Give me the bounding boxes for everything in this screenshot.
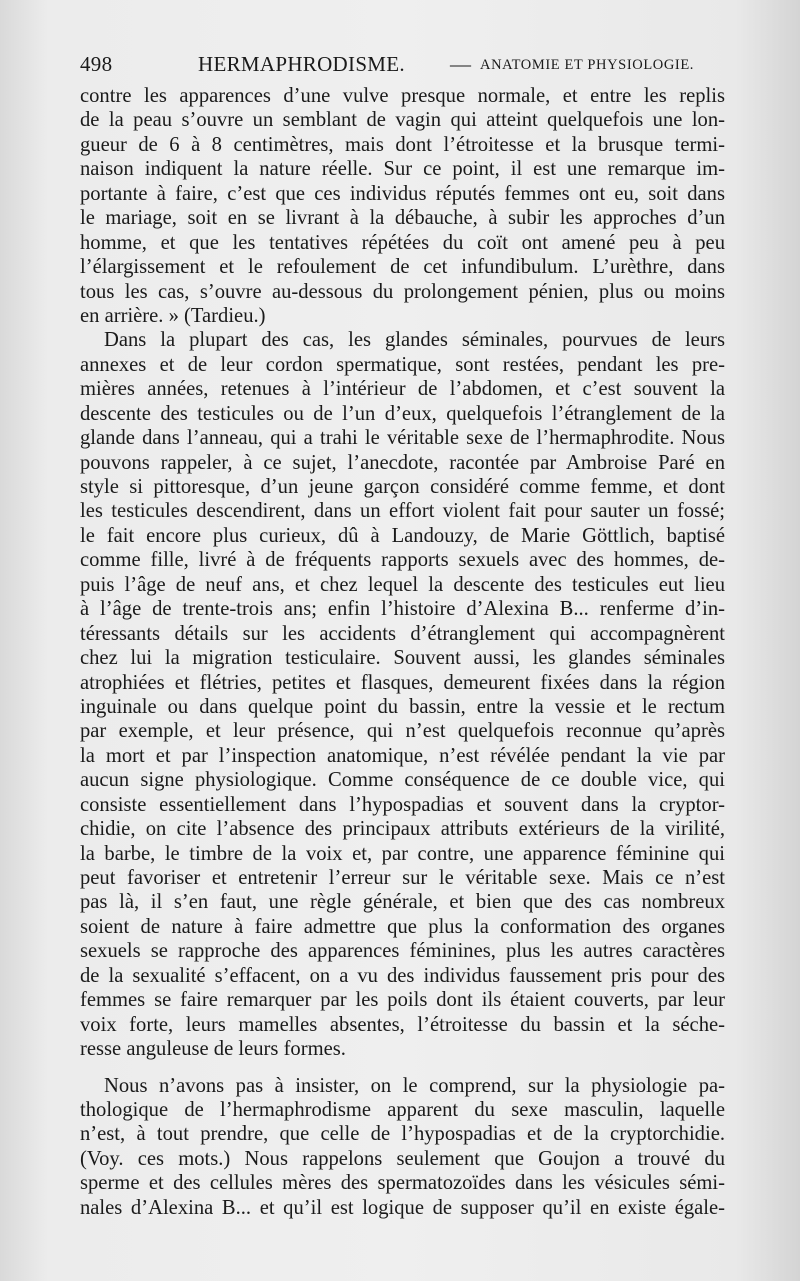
paragraph: [80, 1074, 725, 1221]
text-line: naison indiquent la nature réelle. Sur ce point, il est une remarque im-: [80, 158, 725, 181]
text-line: le mariage, soit en se livrant à la débauche, à subir les approches d’un: [80, 207, 725, 230]
paragraph: [80, 328, 725, 1061]
text-line: le fait encore plus curieux, dû à Landouzy, de Marie Göttlich, baptisé: [80, 524, 725, 547]
text-line: thologique de l’hermaphrodisme apparent du sexe masculin, laquelle: [80, 1098, 725, 1121]
text-line: sperme et des cellules mères des spermatozoïdes dans les vésicules sémi-: [80, 1172, 725, 1195]
text-line: la barbe, le timbre de la voix et, par contre, une apparence féminine qui: [80, 842, 725, 865]
text-line: téressants détails sur les accidents d’étranglement qui accompagnèrent: [80, 622, 725, 645]
text-line: nales d’Alexina B... et qu’il est logique de supposer qu’il en existe égale-: [80, 1196, 725, 1219]
text-line: de la peau s’ouvre un semblant de vagin qui atteint quelquefois une lon-: [80, 109, 725, 132]
text-line: descente des testicules ou de l’un d’eux, quelquefois l’étranglement de la: [80, 402, 725, 425]
text-line: consiste essentiellement dans l’hypospadias et souvent dans la cryptor-: [80, 793, 725, 816]
text-line: mières années, retenues à l’intérieur de l’abdomen, et c’est souvent la: [80, 378, 725, 401]
header-title: HERMAPHRODISME.: [198, 52, 405, 76]
text-line: n’est, à tout prendre, que celle de l’hypospadias et de la cryptorchidie.: [80, 1123, 725, 1146]
text-line: contre les apparences d’une vulve presque normale, et entre les replis: [80, 85, 725, 107]
text-line: peut favoriser et entretenir l’erreur sur le véritable sexe. Mais ce n’est: [80, 867, 725, 889]
text-line: les testicules descendirent, dans un effort violent fait pour sauter un fossé;: [80, 500, 725, 523]
text-line: homme, et que les tentatives répétées du coït ont amené peu à peu: [80, 231, 725, 254]
text-line: pouvons rappeler, à ce sujet, l’anecdote, racontée par Ambroise Paré en: [80, 451, 725, 474]
text-line: à l’âge de trente-trois ans; enfin l’histoire d’Alexina B... renferme d’in-: [80, 598, 725, 621]
text-line: pas là, il s’en faut, une règle générale, et bien que des cas nombreux: [80, 891, 725, 914]
text-line: femmes se faire remarquer par les poils dont ils étaient couverts, par leur: [80, 989, 725, 1012]
text-line: Dans la plupart des cas, les glandes séminales, pourvues de leurs: [104, 329, 725, 352]
paragraph: [80, 84, 725, 328]
text-line: glande dans l’anneau, qui a trahi le véritable sexe de l’hermaphrodite. Nous: [80, 427, 725, 450]
text-line: en arrière. » (Tardieu.): [80, 304, 266, 327]
text-line: portante à faire, c’est que ces individus réputés femmes ont eu, soit dans: [80, 182, 725, 205]
text-line: comme fille, livré à de fréquents rapports sexuels avec des hommes, de-: [80, 549, 725, 572]
text-line: annexes et de leur cordon spermatique, sont restées, pendant les pre-: [80, 353, 725, 376]
text-line: chidie, on cite l’absence des principaux attributs extérieurs de la virilité,: [80, 818, 725, 841]
text-line: tous les cas, s’ouvre au-dessous du prolongement pénien, plus ou moins: [80, 280, 725, 303]
text-line: puis l’âge de neuf ans, et chez lequel la descente des testicules eut lieu: [80, 573, 725, 596]
text-line: de la sexualité s’effacent, on a vu des individus faussement pris pour des: [80, 964, 725, 987]
text-line: sexuels se rapproche des apparences féminines, plus les autres caractères: [80, 940, 725, 963]
text-line: gueur de 6 à 8 centimètres, mais dont l’étroitesse et la brusque termi-: [80, 133, 725, 156]
text-line: atrophiées et flétries, petites et flasques, demeurent fixées dans la région: [80, 671, 725, 694]
body-text: [80, 84, 725, 1220]
text-line: (Voy. ces mots.) Nous rappelons seulement que Goujon a trouvé du: [80, 1147, 725, 1170]
text-line: resse anguleuse de leurs formes.: [80, 1038, 346, 1061]
text-line: la mort et par l’inspection anatomique, n’est révélée pendant la vie par: [80, 744, 725, 767]
text-line: aucun signe physiologique. Comme conséquence de ce double vice, qui: [80, 769, 725, 792]
text-line: chez lui la migration testiculaire. Souvent aussi, les glandes séminales: [80, 647, 725, 670]
text-line: Nous n’avons pas à insister, on le comprend, sur la physiologie pa-: [104, 1074, 725, 1097]
text-line: soient de nature à faire admettre que plus la conformation des organes: [80, 915, 725, 938]
text-line: style si pittoresque, d’un jeune garçon considéré comme femme, et dont: [80, 476, 725, 498]
page-number: 498: [80, 52, 113, 76]
header-subtitle: ANATOMIE ET PHYSIOLOGIE.: [480, 57, 695, 73]
running-header: [80, 52, 720, 82]
text-line: par exemple, et leur présence, qui n’est quelquefois reconnue qu’après: [80, 720, 725, 743]
header-dash: —: [450, 52, 472, 76]
text-line: inguinale ou dans quelque point du bassin, entre la vessie et le rectum: [80, 695, 725, 718]
paragraph-gap: [80, 1062, 725, 1074]
text-line: voix forte, leurs mamelles absentes, l’étroitesse du bassin et la séche-: [80, 1013, 725, 1036]
text-line: l’élargissement et le refoulement de cet infundibulum. L’urèthre, dans: [80, 256, 725, 279]
